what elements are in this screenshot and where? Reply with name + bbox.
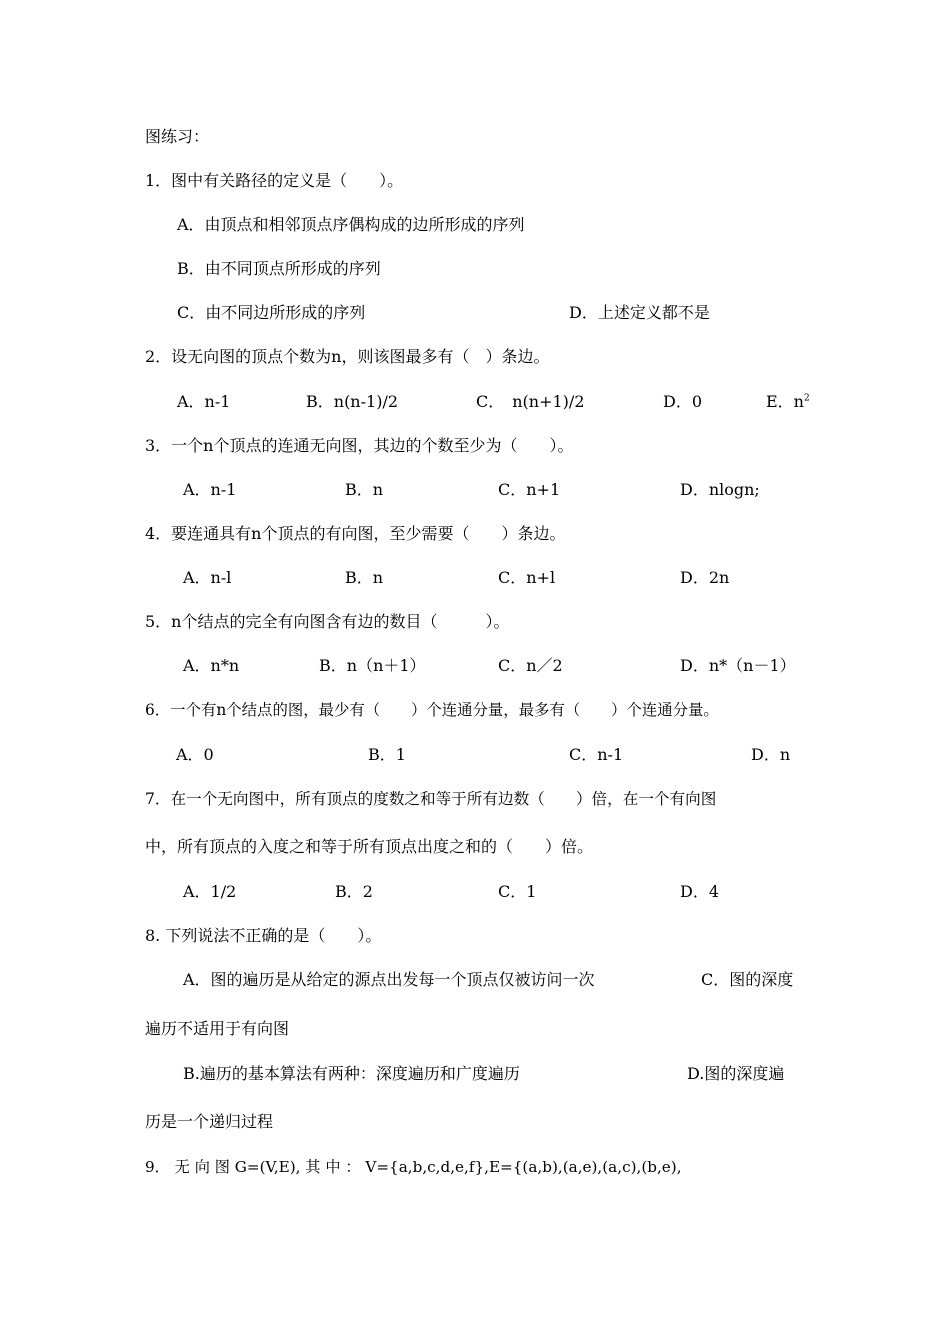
question-1-option-a: A．由顶点和相邻顶点序偶构成的边所形成的序列 (177, 215, 525, 234)
question-2-option-e: E．$n^2$ (766, 392, 810, 411)
question-5-stem: 5．n个结点的完全有向图含有边的数目（ ）。 (145, 612, 510, 631)
question-8-option-c: C．图的深度 (701, 970, 794, 989)
question-6-option-b: B．1 (368, 745, 406, 764)
question-8-option-c-continued: 遍历不适用于有向图 (145, 1019, 290, 1038)
page-title: 图练习： (145, 127, 210, 146)
question-5-option-c: C．n／2 (498, 656, 563, 675)
question-3-option-b: B．n (345, 480, 384, 499)
question-1-option-b: B．由不同顶点所形成的序列 (177, 259, 381, 278)
question-5-option-a: A．n*n (183, 656, 240, 675)
question-3-option-d: D．nlogn; (680, 480, 760, 499)
question-4-option-b: B．n (345, 568, 384, 587)
question-1-option-c: C．由不同边所形成的序列 (177, 303, 366, 322)
question-8-stem: 8. 下列说法不正确的是（ ）。 (145, 926, 382, 945)
question-3-stem: 3．一个n个顶点的连通无向图，其边的个数至少为（ ）。 (145, 436, 574, 455)
question-1-stem: 1．图中有关路径的定义是（ ）。 (145, 171, 404, 190)
question-2-option-c: C． n(n+1)/2 (476, 392, 585, 411)
question-7-option-d: D．4 (680, 882, 720, 901)
question-7-option-c: C．1 (498, 882, 537, 901)
question-7-stem-line-2: 中，所有顶点的入度之和等于所有顶点出度之和的（ ）倍。 (145, 837, 594, 856)
question-9-stem: 9． 无 向 图 G=(V,E), 其 中 ： V={a,b,c,d,e,f},E={(a,b),(a,e),(a,c),(b,e), (145, 1158, 682, 1176)
question-4-option-a: A．n-l (183, 568, 232, 587)
question-7-option-a: A．1/2 (183, 882, 237, 901)
question-7-option-b: B．2 (335, 882, 373, 901)
question-7-stem-line-1: 7．在一个无向图中，所有顶点的度数之和等于所有边数（ ）倍，在一个有向图 (145, 790, 717, 808)
question-8-option-d-continued: 历是一个递归过程 (145, 1112, 274, 1131)
question-3-option-c: C．n+1 (498, 480, 561, 499)
question-2-option-d: D．0 (663, 392, 703, 411)
question-8-option-b: B.遍历的基本算法有两种：深度遍历和广度遍历 (183, 1064, 520, 1083)
question-3-option-a: A．n-1 (183, 480, 237, 499)
question-4-stem: 4．要连通具有n个顶点的有向图，至少需要（ ）条边。 (145, 524, 566, 543)
question-1-option-d: D．上述定义都不是 (569, 303, 710, 322)
question-6-option-d: D．n (751, 745, 791, 764)
question-6-option-a: A．0 (176, 745, 214, 764)
question-5-option-d: D．n*（n－1） (680, 656, 796, 675)
question-6-stem: 6．一个有n个结点的图，最少有（ ）个连通分量，最多有（ ）个连通分量。 (145, 701, 719, 719)
superscript-2: 2 (804, 393, 810, 404)
question-2-option-a: A．n-1 (177, 392, 231, 411)
question-5-option-b: B．n（n＋1） (319, 656, 426, 675)
question-2-stem: 2．设无向图的顶点个数为n，则该图最多有（ ）条边。 (145, 347, 550, 366)
question-2-option-b: B．n(n-1)/2 (306, 392, 399, 411)
question-4-option-c: C．n+l (498, 568, 556, 587)
question-6-option-c: C．n-1 (569, 745, 624, 764)
question-8-option-d: D.图的深度遍 (687, 1064, 785, 1083)
question-4-option-d: D．2n (680, 568, 730, 587)
question-8-option-a: A．图的遍历是从给定的源点出发每一个顶点仅被访问一次 (183, 970, 595, 989)
